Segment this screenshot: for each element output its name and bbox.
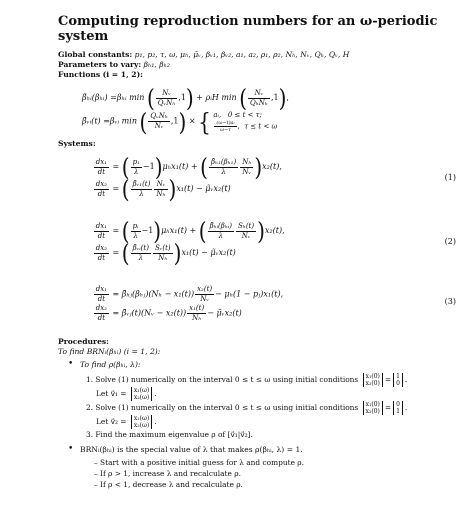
system-3: $\frac{\text{dx₁}}{dt}$ = β̃ₕⱼ(βₕⱼ)(Nₕ − x₁(t)) $\frac{\text{x₂(t)}}{\text{Nᵥ}}$ − μₕ(1 − pⱼ)x₁(t), $\frac{\text{dx₂}}{dt}$ = β̃ᵥⱼ(t)(Nᵥ − x₂(t)) $\frac{\text{x₁(t)}}{\text{Nₕ}}$ − μ̃ᵥx₂(t) (3) (95, 285, 456, 322)
function-def-1-mid: + ρᵢH min (196, 93, 237, 102)
function-def-1: β̃ₕᵢ(βₕᵢ) =βₕᵢ min ( $\frac{\text{Nᵥ}}{\text{QᵥNₕ}}$ ,1) + ρᵢH min ( $\frac{\text{Nᵥ}}{\text{QₕNₕ}}$ ,1), (82, 83, 289, 113)
parameters-line (58, 60, 452, 70)
parameters-label: Parameters to vary: (58, 60, 142, 69)
step-1: 1. Solve (1) numerically on the interval 0 ≤ t ≤ ω using initial conditions x₁(0) x₂(0) = 1 0 . (86, 373, 408, 387)
function-def-1-left: β̃ₕᵢ(βₕᵢ) =βₕᵢ min (82, 93, 145, 102)
step-2-let: Let v⃗₂ = x₁(ω) x₂(ω) . (96, 415, 157, 429)
step-2: 2. Solve (1) numerically on the interval 0 ≤ t ≤ ω using initial conditions x₁(0) x₂(0) = 0 1 . (86, 401, 408, 415)
functions-label: Functions (58, 70, 101, 79)
parameters-value: βₕ₁, βₕ₂ (143, 60, 170, 69)
procedures-to-find: To find BRNᵢ(βₕᵢ) (i = 1, 2): (58, 347, 161, 356)
dash-3: – If ρ < 1, decrease λ and recalculate ρ. (94, 480, 243, 489)
equation-number-2: (2) (444, 237, 456, 246)
function-def-2-left: β̃ᵥᵢ(t) =βᵥᵢ min (82, 116, 137, 126)
system-2: $\frac{\text{dx₁}}{dt}$ = ( $\frac{\text{pᵢ}}{\lambda}$ −1)μₕx₁(t) + ( $\frac{\text{β̃ₕᵢ(βₕᵢ)}}{\lambda}$ $\frac{\text{Sₕ(t)}}{\text{Nᵥ}}$ )x₂(t), $\frac{\text{dx₂}}{dt}$ = ( $\frac{\text{β̃ᵥᵢ(t)}}{\lambda}$ $\frac{\text{Sᵥ(t)}}{\text{Nₕ}}$ )x₁(t) − μ̃ᵥx₂(t) (2) (95, 216, 456, 268)
bullet-brn: • BRNᵢ(βₕᵢ) is the special value of λ that makes ρ(βₕᵢ, λ) = 1. (68, 444, 452, 455)
step-1-let-text: Let v⃗₁ = (96, 389, 127, 398)
step-1-text: 1. Solve (1) numerically on the interval 0 ≤ t ≤ ω using initial conditions (86, 375, 359, 384)
bullet-find-rho: • To find ρ(βₕᵢ, λ): (68, 359, 452, 370)
dash-1: – Start with a positive initial guess for λ and compute ρ. (94, 458, 304, 467)
functions-suffix: (i = 1, 2): (102, 70, 143, 79)
system-1: $\frac{\text{dx₁}}{dt}$ = ( $\frac{\text{p₁}}{\lambda}$ −1)μₕx₁(t) + ( $\frac{\text{β̃ₕ₁(βₕ₁)}}{\lambda}$ $\frac{\text{Nₕ}}{\text{Nᵥ}}$ )x₂(t), $\frac{\text{dx₂}}{dt}$ = ( $\frac{\text{β̃ᵥ₁(t)}}{\lambda}$ $\frac{\text{Nᵥ}}{\text{Nₕ}}$ )x₁(t) − μ̃ᵥx₂(t) (1) (95, 152, 456, 204)
dash-2: – If ρ > 1, increase λ and recalculate ρ. (94, 469, 241, 478)
global-constants-value: p₁, p₂, τ, ω, μₕ, μ̃ᵥ, βᵥ₁, βᵥ₂, a₁, a₂, ρ₁, ρ₂, Nₕ, Nᵥ, Qₕ, Qᵥ, H (134, 50, 350, 59)
global-constants-line (58, 50, 452, 60)
function-def-2: β̃ᵥᵢ(t) =βᵥᵢ min ( $\frac{\text{QᵥNₕ}}{\text{Nᵥ}}$ ,1) × { aᵢ, 0 ≤ t < τ; $\frac{\text{(ω−t)aᵢ}}{\omega-\tau}$ , τ ≤ t < ω (82, 107, 278, 136)
step-2-let-text: Let v⃗₂ = (96, 417, 127, 426)
step-1-let: Let v⃗₁ = x₁(ω) x₂(ω) . (96, 387, 157, 401)
step-3: 3. Find the maximum eigenvalue ρ of [v⃗₁|v⃗₂]. (86, 430, 253, 439)
systems-label: Systems: (58, 139, 96, 148)
functions-line (58, 70, 452, 80)
equation-number-3: (3) (444, 297, 456, 306)
global-constants-label: Global constants: (58, 50, 133, 59)
equation-number-1: (1) (444, 173, 456, 182)
procedures-label: Procedures: (58, 337, 109, 346)
step-2-text: 2. Solve (1) numerically on the interval 0 ≤ t ≤ ω using initial conditions (86, 403, 359, 412)
function-def-2-case1: aᵢ, (213, 111, 222, 119)
page-title: Computing reproduction numbers for an ω-periodic system (58, 14, 438, 44)
